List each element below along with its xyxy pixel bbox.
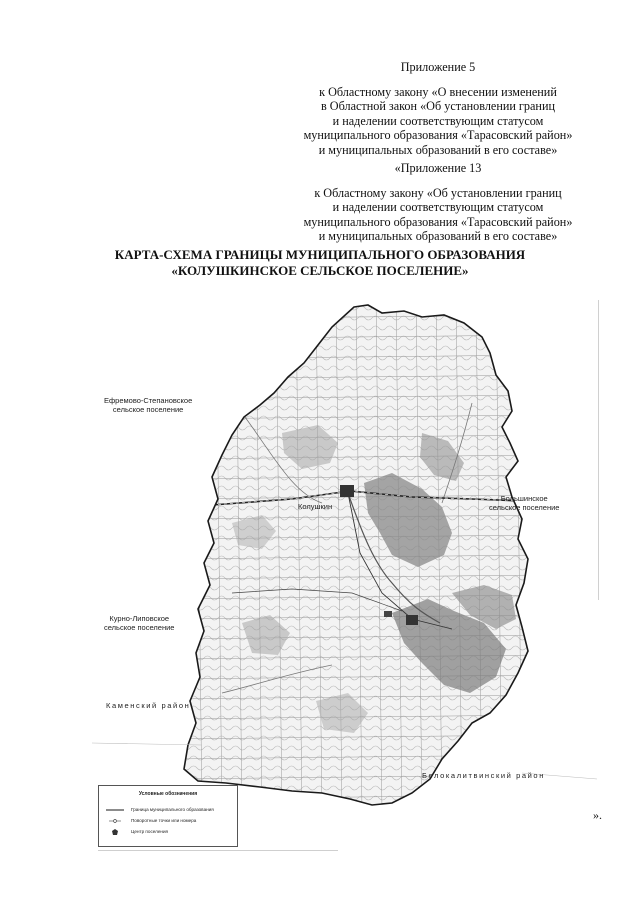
- appendix-5-line: и наделении соответствующим статусом: [332, 113, 544, 128]
- settlement-block: [384, 611, 392, 617]
- neighbor-label-line: Курно-Липовское: [109, 614, 170, 623]
- sheet-edge: [92, 743, 202, 745]
- appendix-5-line: в Областной закон «Об установлении границ: [320, 99, 555, 114]
- appendix-13-title: «Приложение 13: [394, 161, 482, 175]
- grid-line: [172, 295, 542, 299]
- appendix-13-header: [288, 161, 588, 244]
- appendix-5-line: муниципального образования «Тарасовский район»: [303, 128, 573, 143]
- district-label-kamensky: Каменский район: [106, 701, 191, 710]
- map-drawing: [92, 293, 602, 853]
- legend-item-label: Поворотные точки или номера: [131, 818, 197, 823]
- appendix-5-title: Приложение 5: [400, 60, 476, 74]
- turning-point-icon: [105, 817, 125, 825]
- district-label-belokalitvinsky: Белокалитвинский район: [422, 771, 545, 780]
- legend-item-label: Центр поселения: [131, 829, 168, 834]
- territory-body: [172, 293, 542, 813]
- map-legend: [98, 785, 238, 847]
- document-title: [0, 247, 640, 279]
- scan-edge-line: [98, 850, 338, 851]
- neighbor-label-line: сельское поселение: [112, 405, 184, 414]
- neighbor-label-line: сельское поселение: [104, 623, 175, 632]
- legend-item-label: Граница муниципального образования: [131, 807, 214, 812]
- appendix-5-line: и муниципальных образований в его составе»: [318, 142, 558, 157]
- legend-item-center: [105, 828, 233, 836]
- legend-title: Условные обозначения: [138, 791, 198, 797]
- document-title-line-2: «КОЛУШКИНСКОЕ СЕЛЬСКОЕ ПОСЕЛЕНИЕ»: [171, 263, 469, 278]
- appendix-5-line: к Областному закону «О внесении изменений: [319, 84, 557, 99]
- boundary-map: [92, 293, 602, 853]
- neighbor-label-efremovo: [104, 396, 192, 414]
- appendix-13-line: и наделении соответствующим статусом: [332, 200, 544, 215]
- settlement-block: [340, 485, 354, 497]
- closing-quote-mark: ».: [593, 808, 602, 822]
- legend-item-points: [105, 817, 233, 825]
- neighbor-label-kurno: [104, 614, 174, 632]
- settlement-label-text: Колушкин: [298, 502, 333, 511]
- neighbor-label-bolshinka: [489, 494, 559, 512]
- grid-line: [176, 293, 182, 813]
- neighbor-label-line: сельское поселение: [489, 503, 560, 512]
- settlement-block: [406, 615, 418, 625]
- appendix-5-header: [288, 60, 588, 158]
- appendix-13-line: муниципального образования «Тарасовский район»: [303, 214, 573, 229]
- settlement-label-kolushkin: [298, 502, 332, 511]
- appendix-13-line: и муниципальных образований в его составе»: [318, 229, 558, 244]
- boundary-line-icon: [105, 806, 125, 814]
- document-title-line-1: КАРТА-СХЕМА ГРАНИЦЫ МУНИЦИПАЛЬНОГО ОБРАЗОВАНИЯ: [114, 247, 526, 262]
- neighbor-label-line: Большинское: [500, 494, 548, 503]
- appendix-13-line: к Областному закону «Об установлении границ: [314, 185, 562, 200]
- settlement-center-icon: [105, 828, 125, 836]
- neighbor-label-line: Ефремово-Степановское: [104, 396, 193, 405]
- legend-item-boundary: [105, 806, 233, 814]
